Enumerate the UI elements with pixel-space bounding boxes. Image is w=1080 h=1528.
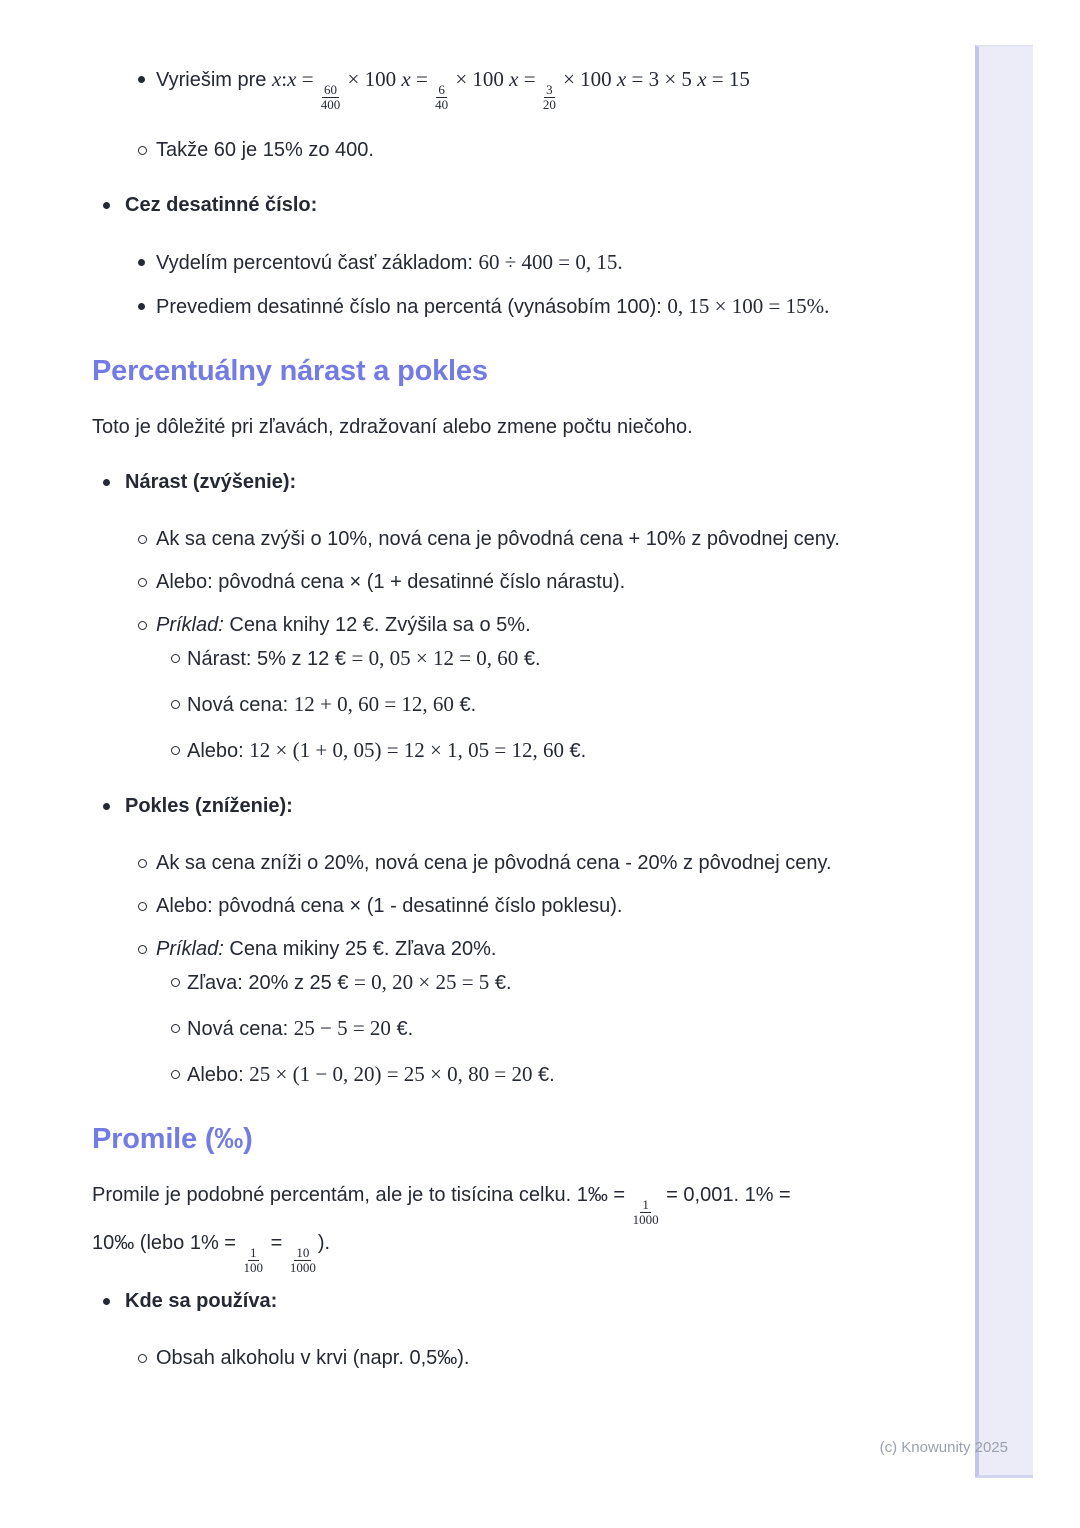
list-item-text <box>156 252 623 274</box>
math-run: 60 ÷ 400 = 0, 15. <box>478 250 623 274</box>
list-item <box>92 566 846 599</box>
bullet-disc-icon <box>103 202 110 209</box>
math-variable: x <box>271 67 282 91</box>
math-run: = 0, 20 × 25 = 5 <box>354 970 490 994</box>
fraction-denominator: 100 <box>243 1260 264 1275</box>
paragraph <box>92 411 840 444</box>
text-run: Alebo: <box>187 1064 250 1086</box>
italic-text-run: Príklad: <box>156 614 224 636</box>
list-item <box>92 1342 846 1375</box>
list-item <box>92 966 852 1000</box>
text-run: 10‰ (lebo 1% = <box>92 1232 242 1254</box>
list-item-text <box>125 1290 277 1312</box>
math-variable: x <box>616 67 627 91</box>
fraction-denominator: 40 <box>435 97 449 112</box>
list-item <box>92 134 846 167</box>
text-run: Vyriešim pre <box>156 69 272 91</box>
math-variable: x <box>697 67 707 91</box>
text-run: = <box>265 1232 288 1254</box>
text-run: Toto je dôležité pri zľavách, zdražovaní alebo zmene počtu niečoho. <box>92 416 693 438</box>
text-run: €. <box>518 648 541 670</box>
list-item-text <box>125 194 317 216</box>
text-run: €. <box>390 1018 414 1040</box>
list-item-text <box>156 296 829 318</box>
copyright-watermark: (c) Knowunity 2025 <box>879 1439 1008 1456</box>
list-item-text <box>156 528 840 550</box>
list-item-text <box>156 139 374 161</box>
document-content <box>92 53 852 1375</box>
math-variable: x <box>509 67 519 91</box>
bullet-disc-icon <box>138 259 145 266</box>
paragraph <box>92 1179 840 1275</box>
list-item-text <box>187 694 476 716</box>
math-run: 25 − 5 = 20 <box>293 1016 391 1040</box>
list-item <box>92 246 846 280</box>
fraction <box>632 1198 660 1227</box>
list-item <box>92 1058 852 1092</box>
fraction-denominator: 1000 <box>289 1260 316 1275</box>
list-item-text <box>187 648 541 670</box>
section-heading: Promile (‰) <box>92 1123 253 1155</box>
list-item <box>92 890 846 923</box>
bullet-circle-icon <box>171 1024 180 1033</box>
list-item-text <box>156 852 832 874</box>
bullet-circle-icon <box>171 700 180 709</box>
fraction <box>289 1246 317 1275</box>
list-item-text <box>125 795 293 817</box>
text-run: Promile je podobné percentám, ale je to tisícina celku. 1‰ = <box>92 1184 631 1206</box>
bullet-circle-icon <box>171 1070 180 1079</box>
list-item-text <box>125 471 296 493</box>
text-run: Nárast: 5% z 12 € <box>187 648 352 670</box>
list-item <box>92 933 846 966</box>
bullet-disc-icon <box>138 76 145 83</box>
fraction-numerator: 1 <box>250 1245 257 1260</box>
italic-text-run: Príklad: <box>156 938 224 960</box>
list-item-text <box>156 1347 469 1369</box>
list-item <box>92 466 852 499</box>
text-run: Obsah alkoholu v krvi (napr. 0,5‰). <box>156 1347 470 1369</box>
list-item <box>92 688 852 722</box>
list-item-text <box>187 740 586 762</box>
text-run: Cena knihy 12 €. Zvýšila sa o 5%. <box>223 614 531 636</box>
list-item <box>92 1012 852 1046</box>
text-run: Alebo: pôvodná cena × (1 - desatinné číslo poklesu). <box>156 895 623 917</box>
list-item-text <box>156 67 750 112</box>
math-run: 0, 15 × 100 = 15%. <box>667 294 830 318</box>
math-run: 25 × (1 − 0, 20) = 25 × 0, 80 = 20 <box>249 1062 533 1086</box>
text-run: Alebo: <box>187 740 250 762</box>
math-run: = <box>410 67 434 91</box>
fraction <box>243 1246 265 1275</box>
bullet-circle-icon <box>138 859 147 868</box>
section-heading: Percentuálny nárast a pokles <box>92 355 488 387</box>
text-run: Prevediem desatinné číslo na percentá (vynásobím 100): <box>156 296 668 318</box>
text-run: Nová cena: <box>187 1018 294 1040</box>
fraction <box>542 83 557 112</box>
bullet-disc-icon <box>138 303 145 310</box>
fraction-numerator: 6 <box>438 82 445 97</box>
bullet-disc-icon <box>103 803 110 810</box>
fraction-numerator: 3 <box>546 82 553 97</box>
math-run: = <box>296 67 319 91</box>
fraction-numerator: 60 <box>324 82 338 97</box>
text-run: Nárast (zvýšenie): <box>125 471 297 493</box>
text-run: Pokles (zníženie): <box>125 795 293 817</box>
text-run: Zľava: 20% z 25 € <box>187 972 355 994</box>
math-run: × 100 <box>342 67 402 91</box>
bullet-circle-icon <box>138 621 147 630</box>
text-run: €. <box>453 694 477 716</box>
list-item <box>92 642 852 676</box>
fraction <box>320 83 342 112</box>
text-run: Ak sa cena zníži o 20%, nová cena je pôvodná cena - 20% z pôvodnej ceny. <box>156 852 832 874</box>
bullet-circle-icon <box>138 146 147 155</box>
text-run: Cez desatinné číslo: <box>125 194 318 216</box>
fraction-denominator: 400 <box>320 97 341 112</box>
list-item <box>92 63 846 112</box>
math-run: = <box>518 67 541 91</box>
math-run: × 100 <box>450 67 510 91</box>
list-item-text <box>156 938 496 960</box>
bullet-circle-icon <box>138 578 147 587</box>
list-item-text <box>156 571 625 593</box>
text-run: Kde sa používa: <box>125 1290 278 1312</box>
text-run: Ak sa cena zvýši o 10%, nová cena je pôvodná cena + 10% z pôvodnej ceny. <box>156 528 840 550</box>
bullet-circle-icon <box>171 978 180 987</box>
math-run: = 15 <box>706 67 750 91</box>
bullet-circle-icon <box>171 746 180 755</box>
bullet-circle-icon <box>138 535 147 544</box>
list-item-text <box>187 1064 555 1086</box>
list-item <box>92 189 852 222</box>
text-run: €. <box>532 1064 555 1086</box>
fraction-numerator: 10 <box>296 1245 310 1260</box>
fraction <box>434 83 449 112</box>
list-item <box>92 523 846 556</box>
bullet-circle-icon <box>138 1354 147 1363</box>
list-item <box>92 734 852 768</box>
text-run: Vydelím percentovú časť základom: <box>156 252 479 274</box>
text-run: €. <box>489 972 512 994</box>
text-run: Cena mikiny 25 €. Zľava 20%. <box>223 938 497 960</box>
math-run: 12 × (1 + 0, 05) = 12 × 1, 05 = 12, 60 <box>249 738 564 762</box>
bullet-circle-icon <box>138 902 147 911</box>
fraction-denominator: 20 <box>542 97 556 112</box>
list-item <box>92 790 852 823</box>
fraction-numerator: 1 <box>642 1197 649 1212</box>
list-item-text <box>187 1018 413 1040</box>
list-item-text <box>156 614 531 636</box>
bullet-circle-icon <box>138 945 147 954</box>
math-run: : <box>281 67 288 91</box>
math-variable: x <box>287 67 297 91</box>
bullet-disc-icon <box>103 1298 110 1305</box>
list-item <box>92 847 846 880</box>
math-run: = 3 × 5 <box>626 67 698 91</box>
text-run: Alebo: pôvodná cena × (1 + desatinné číslo nárastu). <box>156 571 626 593</box>
list-item <box>92 290 846 324</box>
math-run: = 0, 05 × 12 = 0, 60 <box>351 646 519 670</box>
math-run: × 100 <box>557 67 617 91</box>
page-edge-bar <box>975 45 1033 1478</box>
math-run: 12 + 0, 60 = 12, 60 <box>293 692 454 716</box>
text-run: Takže 60 je 15% zo 400. <box>156 139 374 161</box>
text-run: €. <box>563 740 587 762</box>
text-run: Nová cena: <box>187 694 294 716</box>
math-variable: x <box>401 67 411 91</box>
list-item <box>92 609 846 642</box>
fraction-denominator: 1000 <box>632 1212 659 1227</box>
bullet-circle-icon <box>171 654 180 663</box>
list-item <box>92 1285 852 1318</box>
text-run: ). <box>317 1232 331 1254</box>
bullet-disc-icon <box>103 479 110 486</box>
list-item-text <box>187 972 512 994</box>
list-item-text <box>156 895 622 917</box>
text-run: = 0,001. 1% = <box>660 1184 791 1206</box>
